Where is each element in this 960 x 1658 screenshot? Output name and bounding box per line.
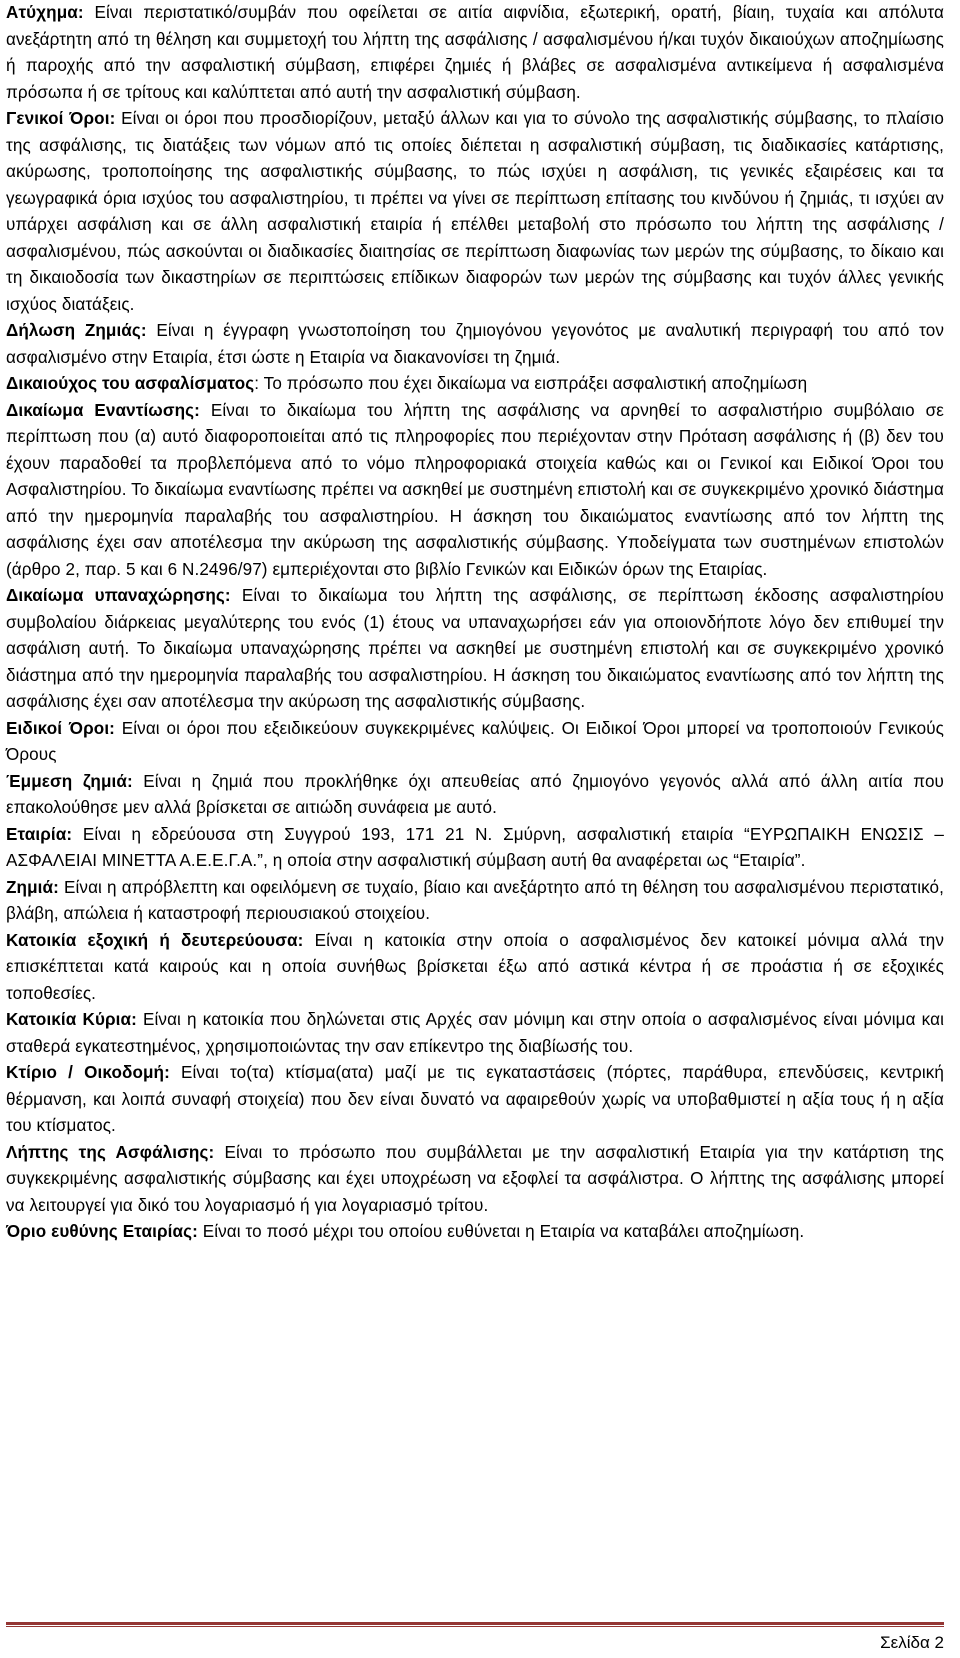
entry-term: Δικαιούχος του ασφαλίσματος (6, 374, 255, 393)
entry-term: Δικαίωμα Εναντίωσης: (6, 400, 200, 420)
entry-text: Είναι περιστατικό/συμβάν που οφείλεται σε αιτία αιφνίδια, εξωτερική, ορατή, βίαιη, τυχαία και απόλυτα ανεξάρτητη από τη θέληση και συμμετοχή του λήπτη της ασφάλισης / ασφαλισμένου ή/και τυχόν δικαιούχων αποζημίωσης ή παροχής από την ασφαλιστική σύμβαση, επιφέρει ζημιές ή βλάβες σε ασφαλισμένα αντικείμενα ή ασφαλισμένα πρόσωπα ή σε τρίτους και καλύπτεται από αυτή την ασφαλιστική σύμβαση. (6, 3, 944, 102)
entry-term: Κατοικία Κύρια: (6, 1010, 137, 1029)
entry-term: Όριο ευθύνης Εταιρίας: (6, 1222, 198, 1241)
entry-text: Είναι το δικαίωμα του λήπτη της ασφάλισης, σε περίπτωση έκδοσης ασφαλιστηρίου συμβολαίου διάρκειας μεγαλύτερης του ενός (1) έτους να υπαναχωρήσει εάν για οποιονδήποτε λόγο δεν επιθυμεί την ασφάλιση αυτή. Το δικαίωμα υπαναχώρησης πρέπει να ασκηθεί με συστημένη επιστολή και σε συγκεκριμένο χρονικό διάστημα από την ημερομηνία παραλαβής του ασφαλιστηρίου. Η άσκηση του δικαιώματος εναντίωσης από τον λήπτη της ασφάλισης έχει σαν αποτέλεσμα την ακύρωση της ασφαλιστικής σύμβασης. (6, 586, 944, 711)
entry-term: Κατοικία εξοχική ή δευτερεύουσα: (6, 930, 304, 950)
entry-dilosi-zimias (6, 318, 944, 371)
entry-term: Γενικοί Όροι: (6, 109, 116, 128)
entry-text: : Το πρόσωπο που έχει δικαίωμα να εισπράξει ασφαλιστική αποζημίωση (254, 374, 808, 393)
page-number: Σελίδα 2 (880, 1633, 944, 1652)
entry-term: Έμμεση ζημιά: (6, 771, 133, 791)
footer-divider (6, 1622, 944, 1625)
entry-text: Είναι η κατοικία στην οποία ο ασφαλισμένος δεν κατοικεί μόνιμα αλλά την επισκέπτεται κατά καιρούς και η οποία συνήθως βρίσκεται έξω από αστικά κέντρα ή σε προάστια ή σε εξοχικές τοποθεσίες. (6, 930, 944, 1003)
entry-zimia (6, 875, 944, 928)
entry-ktirio (6, 1060, 944, 1140)
entry-dikaioma-ypanaxorisis (6, 583, 944, 716)
entry-liptis (6, 1140, 944, 1220)
entry-text: Είναι η κατοικία που δηλώνεται στις Αρχές σαν μόνιμη και στην οποία ο ασφαλισμένος είναι μόνιμα και σταθερά εγκατεστημένος, χρησιμοποιώντας την σαν επίκεντρο της διαβίωσής του. (6, 1010, 944, 1056)
entry-dikaioma-enantiosis (6, 398, 944, 584)
entry-term: Δήλωση Ζημιάς: (6, 321, 147, 340)
entry-text: Είναι το δικαίωμα του λήπτη της ασφάλισης να αρνηθεί το ασφαλιστήριο συμβόλαιο σε περίπτωση που (α) αυτό διαφοροποιείται από τις πληροφορίες που περιέχονταν στην Πρόταση ασφάλισης ή (β) δεν του έχουν παραδοθεί τα προβλεπόμενα από το νόμο πληροφοριακά στοιχεία καθώς και οι Γενικοί και Ειδικοί Όροι του Ασφαλιστηρίου. Το δικαίωμα εναντίωσης πρέπει να ασκηθεί με συστημένη επιστολή και σε συγκεκριμένο χρονικό διάστημα από την ημερομηνία παραλαβής του ασφαλιστηρίου. Η άσκηση του δικαιώματος εναντίωσης από τον λήπτη της ασφάλισης έχει σαν αποτέλεσμα την ακύρωση της ασφαλιστικής σύμβασης. Υποδείγματα των συστημένων επιστολών (άρθρο 2, παρ. 5 και 6 Ν.2496/97) εμπεριέχονται στο βιβλίο Γενικών και Ειδικών όρων της Εταιρίας. (6, 400, 944, 579)
entry-text: Είναι το πρόσωπο που συμβάλλεται με την ασφαλιστική Εταιρία για την κατάρτιση της συγκεκριμένης ασφαλιστικής σύμβασης και έχει υποχρέωση να εξοφλεί τα ασφάλιστρα. Ο λήπτης της ασφάλισης μπορεί να λειτουργεί για δικό του λογαριασμό ή για λογαριασμό τρίτου. (6, 1142, 944, 1215)
entry-text: Είναι οι όροι που προσδιορίζουν, μεταξύ άλλων και για το σύνολο της ασφαλιστικής σύμβασης, το πλαίσιο της ασφάλισης, τις διατάξεις των νόμων από τις οποίες διέπεται η ασφαλιστική σύμβαση, τις διαδικασίες κατάρτισης, ακύρωσης, τροποποίησης της ασφαλιστικής σύμβασης, το πώς ισχύει η ασφάλιση, τις γενικές εξαιρέσεις και τα γεωγραφικά όρια ισχύος του ασφαλιστηρίου, τι πρέπει να γίνει σε περίπτωση επίτασης του κινδύνου ή ζημιάς, τι ισχύει αν υπάρχει ασφάλιση και σε άλλη ασφαλιστική εταιρία ή επέλθει μεταβολή στο πρόσωπο του λήπτη της ασφάλισης / ασφαλισμένου, πώς ασκούνται οι διαδικασίες διαιτησίας σε περίπτωση διαφωνίας των μερών της σύμβασης, το δίκαιο και τη δικαιοδοσία των δικαστηρίων σε περιπτώσεις επίδικων διαφορών των μερών της σύμβασης και τυχόν άλλες γενικής ισχύος διατάξεις. (6, 109, 945, 314)
entry-term: Ειδικοί Όροι: (6, 718, 115, 738)
entry-genikoi-oroi (6, 106, 944, 318)
entry-term: Κτίριο / Οικοδομή: (6, 1063, 170, 1082)
entry-text: Είναι οι όροι που εξειδικεύουν συγκεκριμένες καλύψεις. Οι Ειδικοί Όροι μπορεί να τροποποιούν Γενικούς Όρους (6, 718, 944, 764)
entry-dikaiouxos (6, 371, 944, 398)
entry-eidikoi-oroi (6, 716, 944, 769)
entry-text: Είναι η εδρεύουσα στη Συγγρού 193, 171 21 Ν. Σμύρνη, ασφαλιστική εταιρία “ΕΥΡΩΠΑΙΚΗ ΕΝΩΣΙΣ – ΑΣΦΑΛΕΙΑΙ ΜΙΝΕΤΤΑ Α.Ε.Ε.Γ.Α.”, η οποία στην ασφαλιστική σύμβαση αυτή θα αναφέρεται ως “Εταιρία”. (6, 824, 944, 870)
entry-text: Είναι η απρόβλεπτη και οφειλόμενη σε τυχαίο, βίαιο και ανεξάρτητο από τη θέληση του ασφαλισμένου περιστατικό, βλάβη, απώλεια ή καταστροφή περιουσιακού στοιχείου. (6, 877, 944, 923)
entry-text: Είναι το(τα) κτίσμα(ατα) μαζί με τις εγκαταστάσεις (πόρτες, παράθυρα, επενδύσεις, κεντρική θέρμανση, και λοιπά συναφή στοιχεία) που δεν είναι δυνατό να αφαιρεθούν χωρίς να υποβαθμιστεί η αξία τους ή η αξία του κτίσματος. (6, 1063, 944, 1135)
glossary-page (6, 0, 944, 1246)
entry-katoikia-kyria (6, 1007, 944, 1060)
entry-text: Είναι το ποσό μέχρι του οποίου ευθύνεται η Εταιρία να καταβάλει αποζημίωση. (197, 1222, 805, 1241)
entry-term: Δικαίωμα υπαναχώρησης: (6, 586, 231, 605)
entry-text: Είναι η έγγραφη γνωστοποίηση του ζημιογόνου γεγονότος με αναλυτική περιγραφή του από τον ασφαλισμένο στην Εταιρία, έτσι ώστε η Εταιρία να διακανονίσει τη ζημιά. (6, 321, 944, 367)
entry-etairia (6, 822, 944, 875)
entry-emmesi-zimia (6, 769, 944, 822)
entry-atychima (6, 0, 944, 106)
entry-katoikia-exoxiki (6, 928, 944, 1008)
entry-orio-euthynis (6, 1219, 944, 1246)
entry-text: Είναι η ζημιά που προκλήθηκε όχι απευθείας από ζημιογόνο γεγονός αλλά από άλλη αιτία που επακολούθησε μεν αλλά βρίσκεται σε αιτιώδη συνάφεια με αυτό. (6, 771, 945, 817)
entry-term: Εταιρία: (6, 824, 73, 844)
entry-term: Ατύχημα: (6, 3, 84, 22)
entry-term: Ζημιά: (6, 877, 59, 897)
entry-term: Λήπτης της Ασφάλισης: (6, 1142, 215, 1162)
